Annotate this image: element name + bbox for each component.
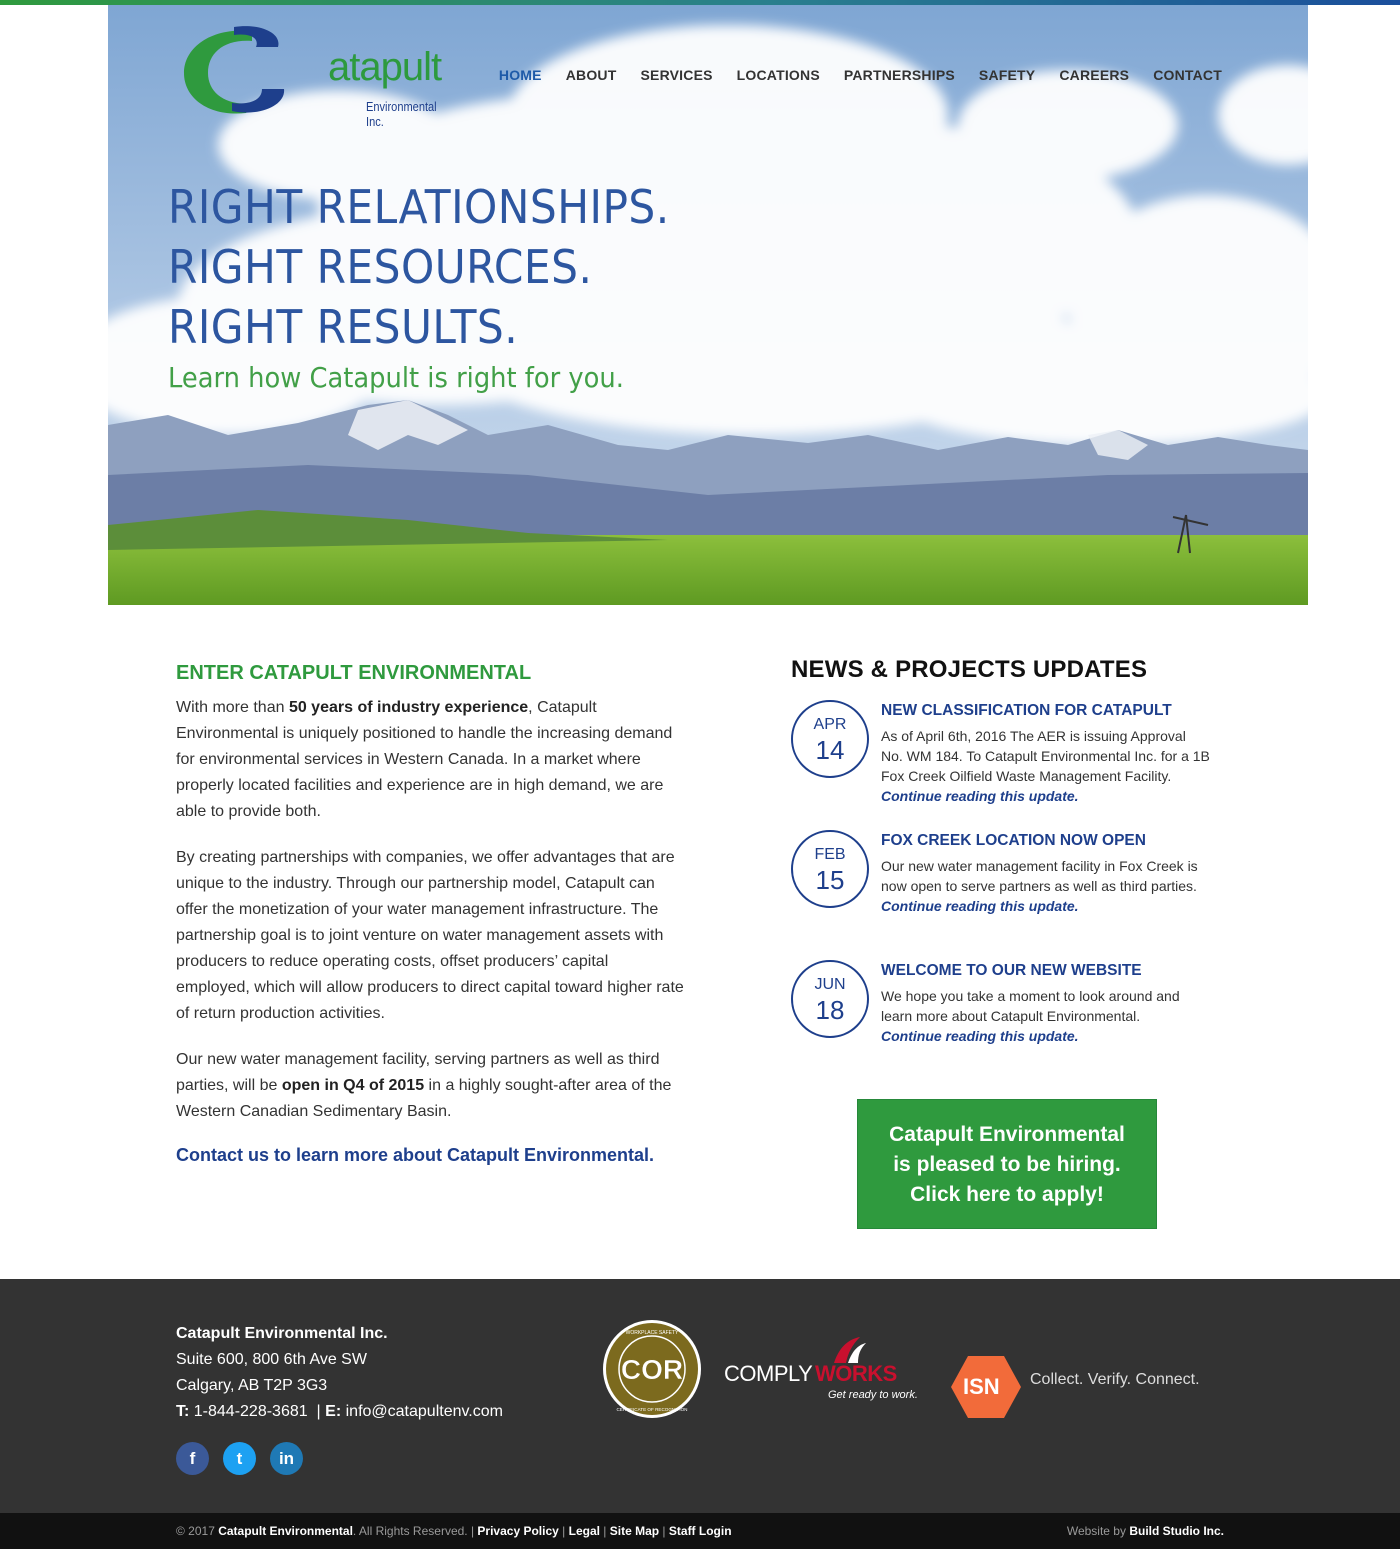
copyright-bar (0, 1513, 1400, 1549)
complyworks-works-text: WORKS (815, 1361, 897, 1386)
cor-ring-bottom-text: CERTIFICATE OF RECOGNITION (616, 1407, 688, 1412)
isn-tagline: Collect. Verify. Connect. (1030, 1371, 1200, 1388)
news-excerpt: We hope you take a moment to look around and learn more about Catapult Environmental. (881, 988, 1180, 1024)
news-continue-link[interactable]: Continue reading this update. (881, 788, 1079, 804)
news-excerpt: Our new water management facility in Fox Creek is now open to serve partners as well as third parties. (881, 858, 1198, 894)
news-date-badge (791, 700, 869, 778)
nav-careers[interactable]: CAREERS (1059, 67, 1130, 83)
intro-p1-bold: 50 years of industry experience (288, 699, 529, 716)
nav-contact[interactable]: CONTACT (1153, 67, 1222, 83)
footer-address (176, 1321, 503, 1425)
news-section (791, 656, 1211, 1090)
hero-line-2: RIGHT RESOURCES. (168, 240, 593, 294)
hiring-line-3: Click here to apply! (910, 1183, 1104, 1206)
hero-headline (168, 177, 713, 357)
news-item (791, 830, 1211, 960)
footer-contact-line: T: 1-844-228-3681 | E: info@catapultenv.com (176, 1403, 503, 1420)
news-month: APR (813, 716, 847, 733)
news-title-link[interactable]: WELCOME TO OUR NEW WEBSITE (881, 962, 1142, 979)
linkedin-icon[interactable]: in (270, 1442, 303, 1475)
staff-login-link[interactable]: Staff Login (668, 1524, 732, 1538)
contact-us-link[interactable]: Contact us to learn more about Catapult Environmental. (176, 1145, 655, 1165)
credit-text (1067, 1524, 1224, 1538)
news-day: 18 (815, 995, 845, 1025)
news-item (791, 960, 1211, 1090)
build-studio-link[interactable]: Build Studio Inc. (1129, 1524, 1224, 1538)
intro-paragraph-2: By creating partnerships with companies, we offer advantages that are unique to the industry. Through our partnership model, Catapult can offer the monetization of your water management infrastructure. The partnership goal is to joint venture on water management assets with producers to reduce operating costs, offset producers’ capital employed, which will allow producers to direct capital toward higher rate of return production activities. (176, 849, 684, 1022)
footer-email-link[interactable]: info@catapultenv.com (345, 1403, 503, 1420)
news-continue-link[interactable]: Continue reading this update. (881, 898, 1079, 914)
logo-subtitle: Environmental Inc. (366, 99, 437, 129)
main-navigation (499, 67, 1222, 83)
complyworks-comply-text: COMPLY (724, 1361, 813, 1386)
news-title-link[interactable]: NEW CLASSIFICATION FOR CATAPULT (881, 702, 1172, 719)
cor-ring-top-text: WORKPLACE SAFETY (625, 1330, 679, 1336)
isn-name: ISN (963, 1374, 1000, 1399)
hero-subheadline-link[interactable]: Learn how Catapult is right for you. (168, 361, 624, 394)
privacy-policy-link[interactable]: Privacy Policy (477, 1524, 559, 1538)
intro-p3-text-a: Our new water management facility, serving partners as well as third parties, will be (176, 1051, 660, 1094)
footer-company-name: Catapult Environmental Inc. (176, 1325, 388, 1342)
intro-heading: ENTER CATAPULT ENVIRONMENTAL (176, 662, 532, 684)
copyright-text: © 2017 Catapult Environmental. All Rights Reserved. | Privacy Policy | Legal | Site Map | Staff Login (176, 1524, 732, 1538)
credit-label: Website by (1066, 1524, 1126, 1538)
news-day: 14 (815, 735, 845, 765)
site-footer (0, 1279, 1400, 1513)
news-date-badge (791, 960, 869, 1038)
hiring-line-2: is pleased to be hiring. (893, 1153, 1121, 1176)
nav-partnerships[interactable]: PARTNERSHIPS (843, 67, 955, 83)
news-date-badge (791, 830, 869, 908)
intro-p3-bold: open in Q4 of 2015 (281, 1077, 425, 1094)
hero-banner (108, 5, 1308, 605)
intro-paragraph-3 (176, 1047, 686, 1125)
news-heading: NEWS & PROJECTS UPDATES (791, 656, 1148, 683)
news-body (881, 702, 1211, 806)
intro-paragraph-1 (176, 695, 686, 825)
intro-p1-text-c: , Catapult Environmental is uniquely positioned to handle the increasing demand for environmental services in Western Canada. In a market where properly located facilities and experience are in high demand, we are able to provide both. (176, 699, 673, 820)
nav-locations[interactable]: LOCATIONS (736, 67, 820, 83)
complyworks-logo (724, 1353, 934, 1423)
intro-p1-text-a: With more than (176, 699, 289, 716)
twitter-icon[interactable]: t (223, 1442, 256, 1475)
nav-safety[interactable]: SAFETY (978, 67, 1036, 83)
catapult-logo-mark-icon (182, 23, 292, 118)
news-body (881, 962, 1211, 1046)
news-excerpt: As of April 6th, 2016 The AER is issuing Approval No. WM 184. To Catapult Environmental Inc. for a 1B Fox Creek Oilfield Waste Management Facility. (881, 728, 1210, 784)
legal-link[interactable]: Legal (568, 1524, 600, 1538)
copyright-rights: . All Rights Reserved. | (352, 1524, 475, 1538)
copyright-year: © 2017 (176, 1524, 215, 1538)
news-day: 15 (815, 865, 845, 895)
intro-p3-text-c: in a highly sought-after area of the Western Canadian Sedimentary Basin. (176, 1077, 672, 1120)
logo-wordmark: atapult (328, 45, 442, 89)
copyright-company: Catapult Environmental (218, 1524, 353, 1538)
social-links (176, 1442, 303, 1475)
footer-address-line-2: Calgary, AB T2P 3G3 (176, 1377, 328, 1394)
catapult-logo[interactable] (182, 23, 442, 129)
news-item (791, 700, 1211, 830)
news-title-link[interactable]: FOX CREEK LOCATION NOW OPEN (881, 832, 1146, 849)
isn-logo (950, 1355, 1200, 1419)
email-label: E: (325, 1403, 342, 1420)
footer-address-line-1: Suite 600, 800 6th Ave SW (176, 1351, 367, 1368)
hero-line-3: RIGHT RESULTS. (168, 300, 519, 354)
phone-label: T: (176, 1403, 190, 1420)
cor-label: COR (620, 1354, 684, 1385)
footer-phone-link[interactable]: 1-844-228-3681 (193, 1403, 308, 1420)
news-month: FEB (814, 846, 846, 863)
news-continue-link[interactable]: Continue reading this update. (881, 1028, 1079, 1044)
nav-home[interactable]: HOME (498, 67, 542, 83)
cor-certificate-logo (602, 1319, 702, 1419)
nav-services[interactable]: SERVICES (640, 67, 713, 83)
nav-about[interactable]: ABOUT (565, 67, 617, 83)
hiring-line-1: Catapult Environmental (889, 1123, 1125, 1146)
news-month: JUN (814, 976, 846, 993)
intro-section (176, 662, 686, 1166)
hiring-apply-button[interactable] (857, 1099, 1157, 1229)
site-map-link[interactable]: Site Map (609, 1524, 660, 1538)
complyworks-tagline: Get ready to work. (828, 1389, 918, 1401)
hero-line-1: RIGHT RELATIONSHIPS. (168, 180, 670, 234)
facebook-icon[interactable]: f (176, 1442, 209, 1475)
news-body (881, 832, 1211, 916)
